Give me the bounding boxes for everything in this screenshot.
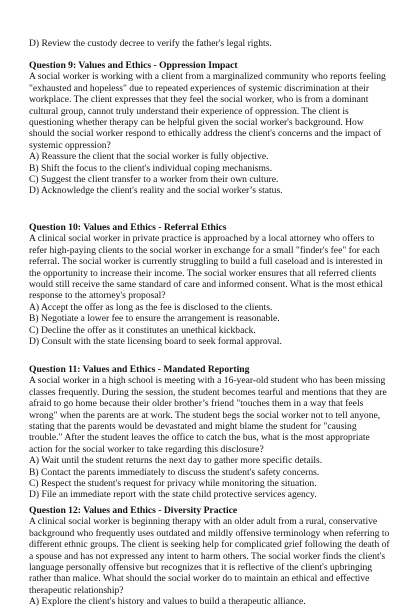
answer-option-a: A) Explore the client's history and values to build a therapeutic alliance. xyxy=(29,596,306,608)
question-9 xyxy=(29,60,391,197)
previous-question-last-option: D) Review the custody decree to verify the father's legal rights. xyxy=(29,38,272,49)
answer-options xyxy=(29,596,391,607)
answer-option-b: B) Shift the focus to the client's individual coping mechanisms. xyxy=(29,162,273,174)
answer-option-a: A) Accept the offer as long as the fee is disclosed to the clients. xyxy=(29,301,273,313)
question-stem: A clinical social worker is beginning therapy with an older adult from a rural, conservative background who frequently uses outdated and mildly offensive terminology when referring to different ethnic groups. The client is seeking help for complicated grief following the death of a spouse and has not expressed any intent to harm others. The social worker finds the client's language personally offensive but recognizes that it is reflective of the client's upbringing rather than malice. What should the social worker do to maintain an ethical and effective therapeutic relationship? xyxy=(29,516,390,596)
answer-option-c: C) Decline the offer as it constitutes an unethical kickback. xyxy=(29,324,256,336)
answer-option-d: D) Acknowledge the client's reality and the social worker’s status. xyxy=(29,185,283,197)
answer-option-c: C) Suggest the client transfer to a worker from their own culture. xyxy=(29,174,279,186)
question-title: Question 9: Values and Ethics - Oppression Impact xyxy=(29,60,238,71)
question-10 xyxy=(29,222,391,347)
answer-option-d: D) File an immediate report with the state child protective services agency. xyxy=(29,489,317,501)
question-stem: A social worker in a high school is meeting with a 16-year-old student who has been missing classes frequently. During the session, the student becomes tearful and mentions that they are afraid to go home because their older brother’s friend "touches them in a way that feels wrong" when the parents are at work. The student begs the social worker not to tell anyone, stating that the parents would be devastated and might blame the student for "causing trouble." After the student leaves the office to catch the bus, what is the most appropriate action for the social worker to take regarding this disclosure? xyxy=(29,375,387,455)
question-stem: A clinical social worker in private practice is approached by a local attorney who offers to refer high-paying clients to the social worker in exchange for a small "finder's fee" for each referral. The social worker is currently struggling to build a full caseload and is interested in the opportunity to increase their income. The social worker ensures that all referred clients would still receive the same standard of care and informed consent. What is the most ethical response to the attorney's proposal? xyxy=(29,233,383,302)
answer-option-d: D) Consult with the state licensing board to seek formal approval. xyxy=(29,336,282,348)
answer-options xyxy=(29,151,391,197)
question-stem: A social worker is working with a client from a marginalized community who reports feeling "exhausted and hopeless" due to repeated experiences of systemic discrimination at their workplace. The client expresses that they feel the social worker, who is from a dominant cultural group, cannot truly understand their experience of oppression. The client is questioning whether therapy can be helpful given the social worker's background. How should the social worker respond to ethically address the client's concerns and the impact of systemic oppression? xyxy=(29,71,386,151)
question-title: Question 11: Values and Ethics - Mandated Reporting xyxy=(29,364,250,375)
question-title: Question 10: Values and Ethics - Referral Ethics xyxy=(29,222,227,233)
answer-option-a: A) Wait until the student returns the next day to gather more specific details. xyxy=(29,455,323,467)
question-title: Question 12: Values and Ethics - Diversity Practice xyxy=(29,505,238,516)
answer-option-b: B) Negotiate a lower fee to ensure the arrangement is reasonable. xyxy=(29,313,280,325)
question-12 xyxy=(29,505,391,608)
answer-option-a: A) Reassure the client that the social worker is fully objective. xyxy=(29,151,269,163)
answer-options xyxy=(29,455,391,501)
answer-option-c: C) Respect the student's request for privacy while monitoring the situation. xyxy=(29,478,317,490)
answer-options xyxy=(29,302,391,348)
question-11 xyxy=(29,364,391,501)
answer-option-b: B) Contact the parents immediately to discuss the student's safety concerns. xyxy=(29,466,320,478)
